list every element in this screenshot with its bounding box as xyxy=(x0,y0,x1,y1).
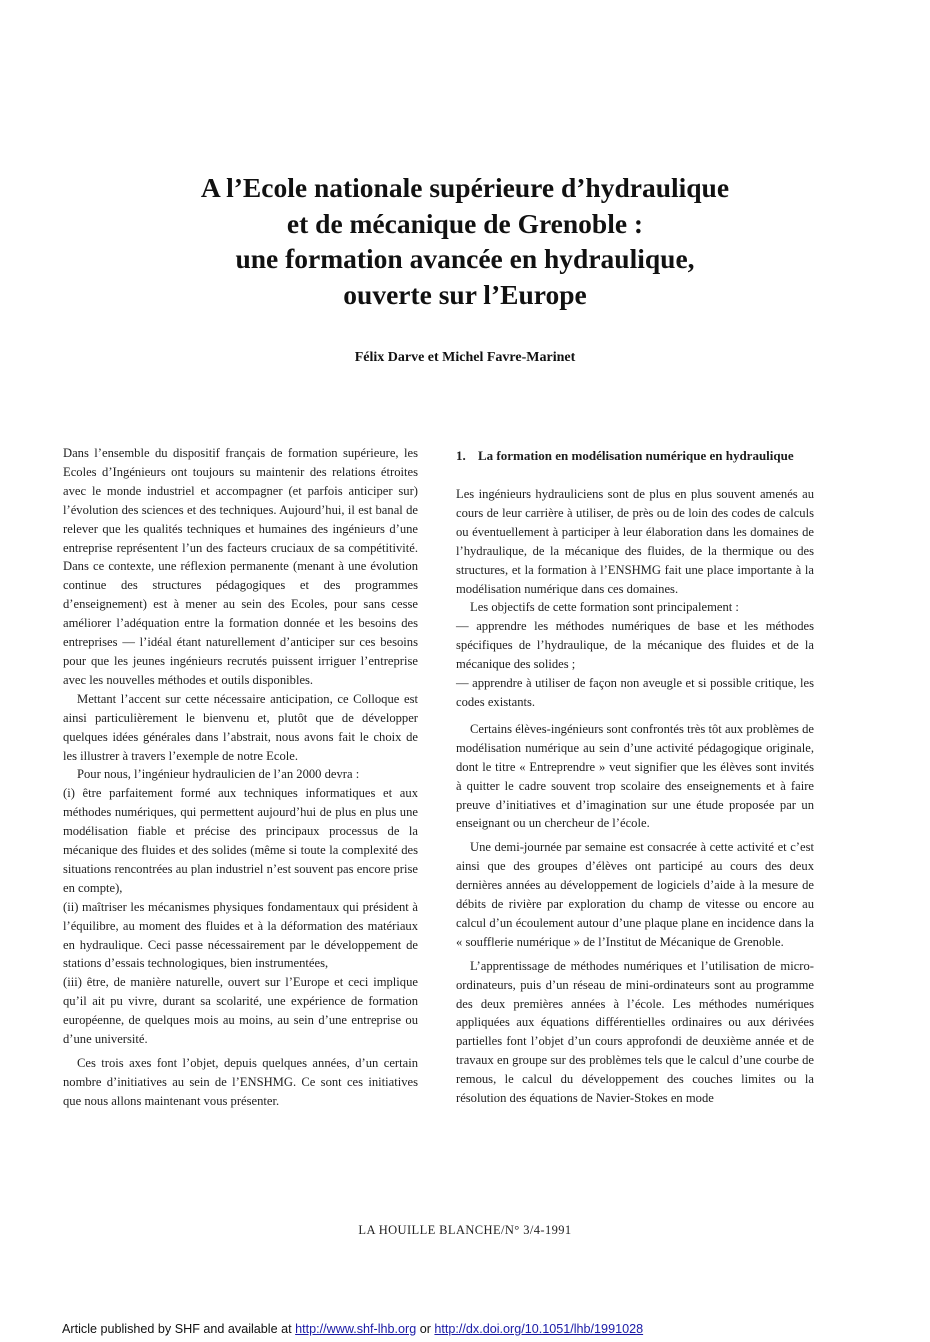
shf-link[interactable]: http://www.shf-lhb.org xyxy=(295,1322,417,1336)
list-item: (ii) maîtriser les mécanismes physiques fondamentaux qui président à l’équilibre, au moment des fluides et à la déformation des matériaux en hydraulique. Ceci passe nécessairement par le développement de stations d’essais technologiques, bien instrumentées, xyxy=(63,899,418,971)
authors: Félix Darve et Michel Favre-Marinet xyxy=(354,350,576,365)
right-column xyxy=(456,444,814,1108)
journal-footer: LA HOUILLE BLANCHE/N° 3/4-1991 xyxy=(358,1223,572,1237)
section-number: 1. xyxy=(456,448,466,463)
title-line: A l’Ecole nationale supérieure d’hydraulique xyxy=(200,172,730,203)
paragraph: Les objectifs de cette formation sont principalement : xyxy=(470,600,739,615)
paragraph: Mettant l’accent sur cette nécessaire anticipation, ce Colloque est ainsi particulièrement le bienvenu et, plutôt que de développer quelques idées générales dans l’abstrait, nous avons fait le choix de les illustrer à travers l’exemple de notre Ecole. xyxy=(63,691,418,763)
publication-notice xyxy=(62,1322,862,1336)
list-item: — apprendre à utiliser de façon non aveugle et si possible critique, les codes existants. xyxy=(456,676,814,709)
list-item: — apprendre les méthodes numériques de base et les méthodes spécifiques de l’hydraulique, de la mécanique des fluides et de la mécanique des solides ; xyxy=(456,619,814,672)
paragraph: Une demi-journée par semaine est consacrée à cette activité et c’est ainsi que des groupes d’élèves ont participé au cours des deux dernières années au développement de logiciels d’aide à la mesure de débits de rivière par exploration du champ de vitesse ou encore au calcul d’un écoulement autour d’une plaque plane en incidence dans la « soufflerie numérique » de l’Institut de Mécanique de Grenoble. xyxy=(456,840,814,949)
list-item: (i) être parfaitement formé aux techniques informatiques et aux méthodes numériques, qui permettent aujourd’hui de plus en plus une modélisation fiable et précise des principaux processus de la mécanique des fluides et des solides (même si toute la complexité des situations rencontrées au plan industriel n’est souvent pas encore prise en compte), xyxy=(63,786,418,895)
paragraph: Pour nous, l’ingénieur hydraulicien de l’an 2000 devra : xyxy=(77,767,360,782)
title-line: une formation avancée en hydraulique, xyxy=(235,243,695,274)
title-line: ouverte sur l’Europe xyxy=(343,278,587,310)
paragraph: Certains élèves-ingénieurs sont confrontés très tôt aux problèmes de modélisation numérique au sein d’une activité pédagogique originale, dont le titre « Entreprendre » veut signifier que les élèves sont invités à quitter le cadre souvent trop scolaire des enseignements et à faire preuve d’initiatives et d’imagination sur une étude proposée par un enseignant ou un chercheur de l’école. xyxy=(456,721,814,831)
section-title: La formation en modélisation numérique en hydraulique xyxy=(478,448,794,463)
article-title xyxy=(60,170,870,312)
paragraph: L’apprentissage de méthodes numériques et l’utilisation de micro-ordinateurs, puis d’un réseau de mini-ordinateurs sont au programme des deux premières années à l’école. Les méthodes numériques appliquées aux équations différentielles ordinaires ou aux dérivées partielles font l’objet d’un cours approfondi de deuxième année et de travaux en groupe sur des problèmes tels que le calcul d’une courbe de remous, le calcul du développement des couches limites ou la résolution des équations de Navier-Stokes en mode xyxy=(456,958,814,1106)
paragraph: Ces trois axes font l’objet, depuis quelques années, d’un certain nombre d’initiatives au sein de l’ENSHMG. Ce sont ces initiatives que nous allons maintenant vous présenter. xyxy=(63,1056,418,1108)
doi-link[interactable]: http://dx.doi.org/10.1051/lhb/1991028 xyxy=(434,1322,644,1336)
notice-text: or xyxy=(416,1322,435,1336)
paragraph: Dans l’ensemble du dispositif français de formation supérieure, les Ecoles d’Ingénieurs ont toujours su maintenir des relations étroites avec le monde industriel et accompagner (et parfois anticiper sur) l’évolution des sciences et des techniques. Aujourd’hui, il est banal de relever que les qualités techniques et humaines des ingénieurs d’une entreprise représentent l’un des facteurs cruciaux de sa compétitivité. Dans ce contexte, une réflexion permanente (menant à une évolution continue des structures pédagogiques et des programmes d’enseignement) est à mener au sein des Ecoles, pour sans cesse améliorer l’adéquation entre la formation donnée et les besoins des entreprises — l’idéal étant naturellement d’anticiper sur ces besoins pour que les jeunes ingénieurs recrutés puissent irriguer l’entreprise avec les nouvelles méthodes et outils disponibles. xyxy=(63,446,418,687)
section-heading xyxy=(456,446,814,465)
title-line: et de mécanique de Grenoble : xyxy=(286,207,644,239)
list-item: (iii) être, de manière naturelle, ouvert sur l’Europe et ceci implique qu’il ait pu vivre, durant sa scolarité, une expérience de formation européenne, de quelques mois au moins, au sein d’une entreprise ou d’une université. xyxy=(63,975,418,1047)
left-column xyxy=(63,444,418,1111)
paragraph: Les ingénieurs hydrauliciens sont de plus en plus souvent amenés au cours de leur carrière à utiliser, de près ou de loin des codes de calculs ou éventuellement à participer à leur élaboration dans les domaines de l’hydraulique, de la mécanique des fluides, de la thermique ou des structures, et la formation à l’ENSHMG fait une place importante à la modélisation numérique dans ces domaines. xyxy=(456,487,814,596)
notice-text: Article published by SHF and available at xyxy=(62,1322,296,1336)
